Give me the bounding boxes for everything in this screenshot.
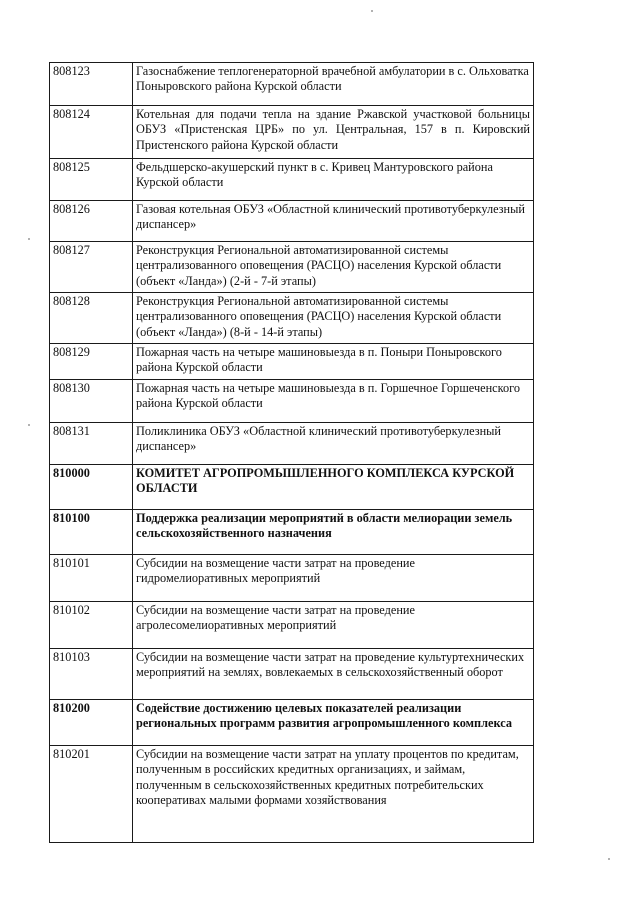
row-description: Субсидии на возмещение части затрат на уплату процентов по кредитам, полученным в российских кредитных организациях, и займам, полученным в сельскохозяйственных кредитных потребительских кооперативах малыми формами хозяйствования <box>133 746 534 843</box>
row-code: 810101 <box>50 555 133 602</box>
row-description: Реконструкция Региональной автоматизированной системы централизованного оповещения (РАСЦО) населения Курской области (объект «Ланда») (8-й - 14-й этапы) <box>133 293 534 344</box>
table-row <box>50 159 534 201</box>
table-row <box>50 700 534 746</box>
row-code: 810200 <box>50 700 133 746</box>
row-description: Субсидии на возмещение части затрат на проведение гидромелиоративных мероприятий <box>133 555 534 602</box>
scan-speck <box>28 238 30 240</box>
row-description: Фельдшерско-акушерский пункт в с. Кривец Мантуровского района Курской области <box>133 159 534 201</box>
row-code: 810201 <box>50 746 133 843</box>
row-code: 808130 <box>50 380 133 423</box>
table-row <box>50 201 534 242</box>
row-description: Газовая котельная ОБУЗ «Областной клинический противотуберкулезный диспансер» <box>133 201 534 242</box>
row-description: Поддержка реализации мероприятий в области мелиорации земель сельскохозяйственного назначения <box>133 510 534 555</box>
row-code: 808126 <box>50 201 133 242</box>
classification-codes-table <box>49 62 534 843</box>
table-row <box>50 293 534 344</box>
row-code: 810102 <box>50 602 133 649</box>
scan-speck <box>608 858 610 860</box>
table-row <box>50 649 534 700</box>
table-row <box>50 423 534 465</box>
row-code: 810100 <box>50 510 133 555</box>
row-code: 808128 <box>50 293 133 344</box>
row-description: Субсидии на возмещение части затрат на проведение культуртехнических мероприятий на землях, вовлекаемых в сельскохозяйственный оборот <box>133 649 534 700</box>
scan-speck <box>371 10 373 12</box>
table-row <box>50 510 534 555</box>
table-row <box>50 344 534 380</box>
row-description: Пожарная часть на четыре машиновыезда в п. Горшечное Горшеченского района Курской области <box>133 380 534 423</box>
row-code: 810103 <box>50 649 133 700</box>
row-code: 808129 <box>50 344 133 380</box>
row-code: 808124 <box>50 106 133 159</box>
table-row <box>50 242 534 293</box>
row-code: 808127 <box>50 242 133 293</box>
row-code: 808131 <box>50 423 133 465</box>
row-code: 808123 <box>50 63 133 106</box>
table-row <box>50 555 534 602</box>
row-code: 810000 <box>50 465 133 510</box>
row-description: Поликлиника ОБУЗ «Областной клинический противотуберкулезный диспансер» <box>133 423 534 465</box>
row-description: КОМИТЕТ АГРОПРОМЫШЛЕННОГО КОМПЛЕКСА КУРСКОЙ ОБЛАСТИ <box>133 465 534 510</box>
row-description: Газоснабжение теплогенераторной врачебной амбулатории в с. Ольховатка Поныровского района Курской области <box>133 63 534 106</box>
table-row <box>50 380 534 423</box>
table-row <box>50 602 534 649</box>
row-description: Котельная для подачи тепла на здание Ржавской участковой больницы ОБУЗ «Пристенская ЦРБ» по ул. Центральная, 157 в п. Кировский Пристенского района Курской области <box>133 106 534 159</box>
row-description: Пожарная часть на четыре машиновыезда в п. Поныри Поныровского района Курской области <box>133 344 534 380</box>
row-description: Реконструкция Региональной автоматизированной системы централизованного оповещения (РАСЦО) населения Курской области (объект «Ланда») (2-й - 7-й этапы) <box>133 242 534 293</box>
scan-speck <box>28 424 30 426</box>
table-row <box>50 106 534 159</box>
row-code: 808125 <box>50 159 133 201</box>
table-row <box>50 63 534 106</box>
table-row <box>50 746 534 843</box>
row-description: Содействие достижению целевых показателей реализации региональных программ развития агропромышленного комплекса <box>133 700 534 746</box>
table-row <box>50 465 534 510</box>
row-description: Субсидии на возмещение части затрат на проведение агролесомелиоративных мероприятий <box>133 602 534 649</box>
